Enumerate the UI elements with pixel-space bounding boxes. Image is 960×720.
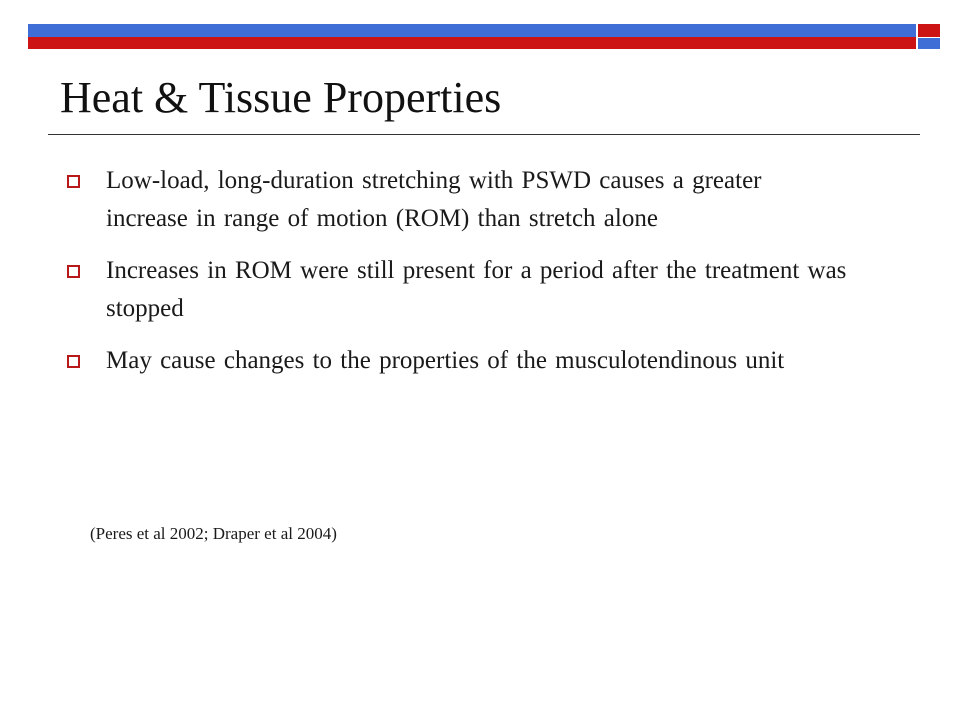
bullet-text: Increases in ROM were still present for a period after the treatment was stopped <box>106 257 847 322</box>
corner-blue-block <box>918 38 940 49</box>
bullet-item <box>60 252 850 328</box>
bullet-text: May cause changes to the properties of the musculotendinous unit <box>106 347 785 374</box>
header-red-bar <box>28 37 916 49</box>
title-divider <box>48 134 920 135</box>
bullet-list <box>60 162 850 394</box>
bullet-text: Low-load, long-duration stretching with PSWD causes a greater increase in range of motion (ROM) than stretch alone <box>106 167 762 232</box>
citation: (Peres et al 2002; Draper et al 2004) <box>90 524 337 543</box>
bullet-item <box>60 162 850 238</box>
header-blue-bar <box>28 24 916 37</box>
corner-red-block <box>918 24 940 37</box>
hollow-square-bullet-icon <box>67 265 80 278</box>
hollow-square-bullet-icon <box>67 355 80 368</box>
slide-title: Heat & Tissue Properties <box>60 73 502 122</box>
bullet-item <box>60 342 850 380</box>
hollow-square-bullet-icon <box>67 175 80 188</box>
